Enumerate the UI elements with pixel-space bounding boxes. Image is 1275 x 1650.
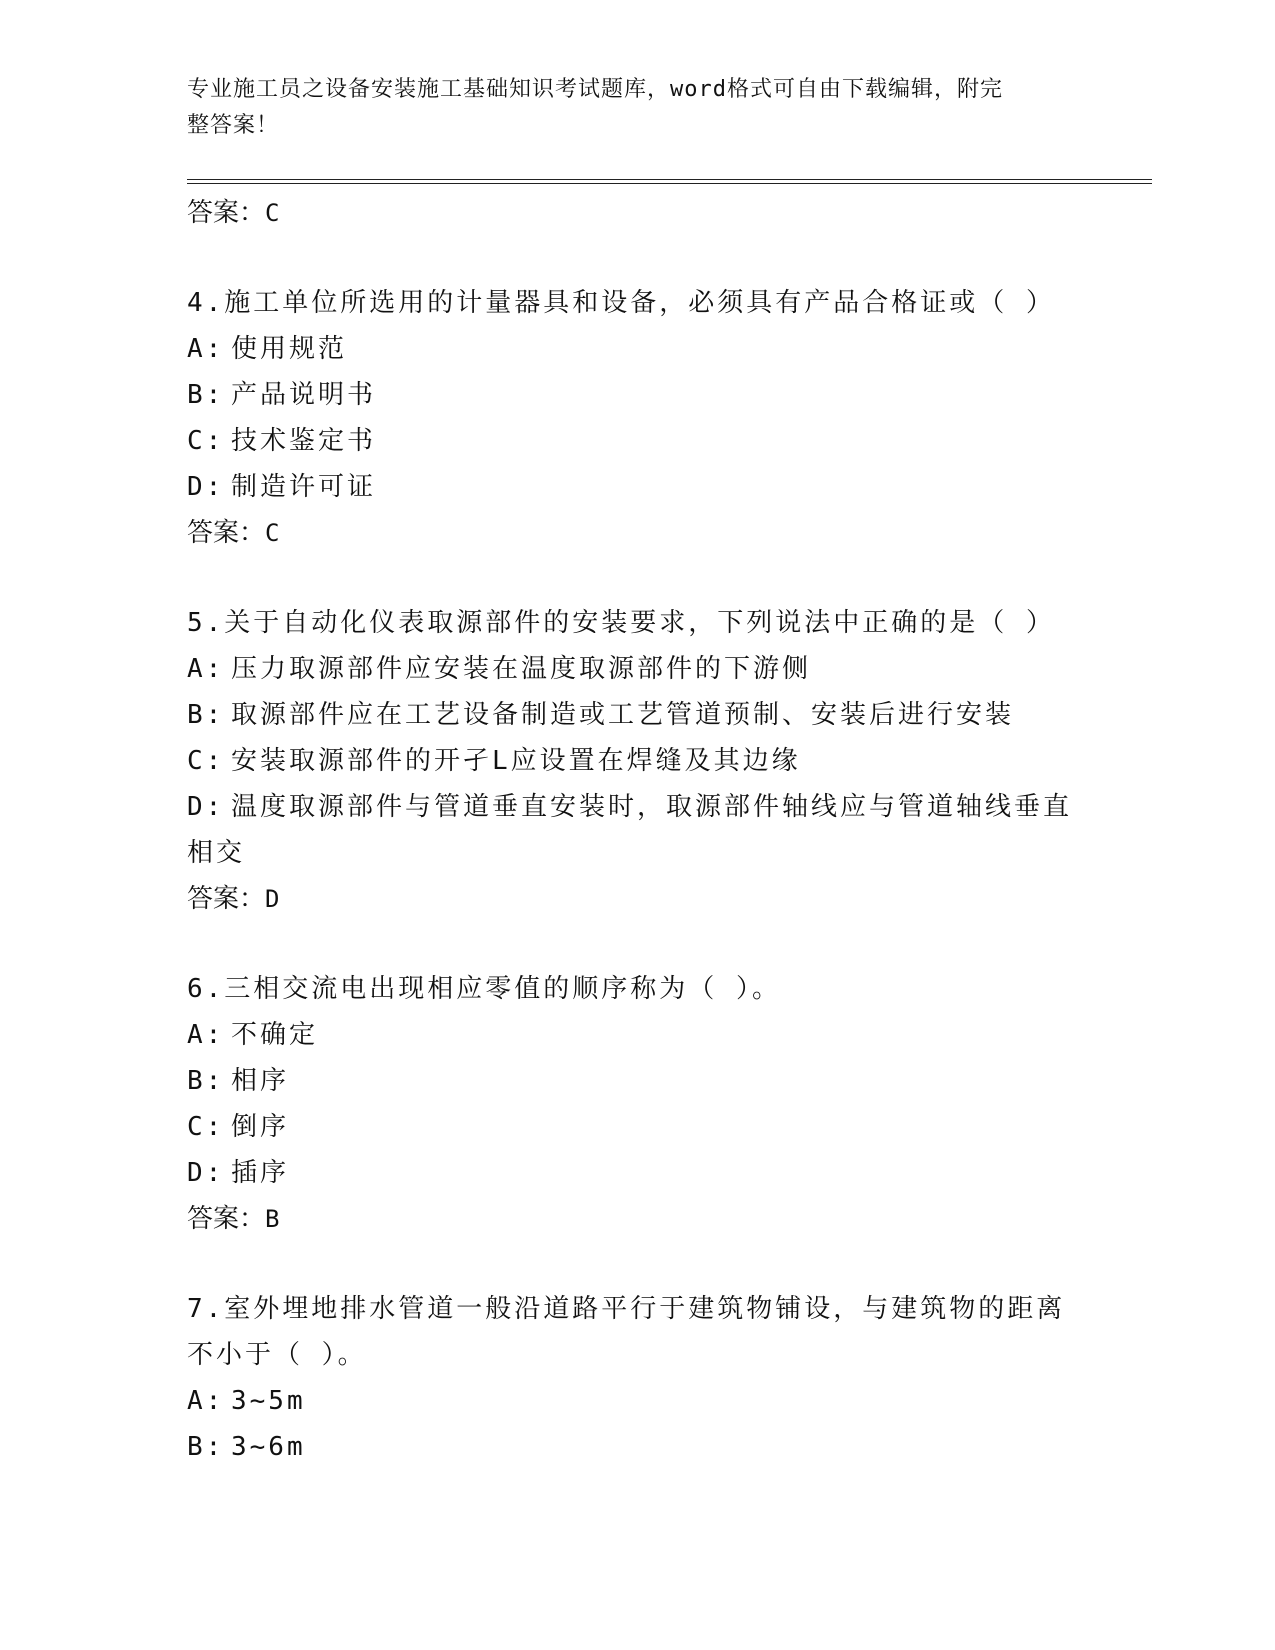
option-a: [187, 1378, 1087, 1424]
option-key: D:: [187, 472, 225, 502]
option-b: [187, 1058, 1087, 1104]
option-key: B:: [187, 700, 225, 730]
option-a: [187, 646, 1087, 692]
option-key: C:: [187, 1112, 225, 1142]
option-text: 技术鉴定书: [231, 426, 377, 456]
document-header: [187, 72, 1067, 144]
option-text: 制造许可证: [231, 472, 377, 502]
answer-line: [187, 510, 1087, 556]
answer-line: [187, 876, 1087, 922]
option-d: [187, 464, 1087, 510]
option-text: 倒序: [231, 1112, 290, 1142]
answer-value: D: [265, 885, 280, 913]
option-key: B:: [187, 1432, 225, 1462]
option-c: [187, 738, 1087, 784]
option-key: C:: [187, 426, 225, 456]
option-b: [187, 1424, 1087, 1470]
option-text: 使用规范: [231, 334, 348, 364]
document-body: [187, 190, 1087, 1470]
option-text: 温度取源部件与管道垂直安装时，取源部件轴线应与管道轴线垂直相交: [187, 792, 1073, 868]
header-line-1: 专业施工员之设备安装施工基础知识考试题库，word格式可自由下载编辑，附完: [187, 77, 1003, 102]
question-block: [187, 966, 1087, 1242]
header-divider-bottom: [187, 183, 1152, 184]
option-c: [187, 418, 1087, 464]
answer-label: 答案：: [187, 518, 266, 548]
option-b: [187, 372, 1087, 418]
option-text: 压力取源部件应安装在温度取源部件的下游侧: [231, 654, 812, 684]
option-text: 相序: [231, 1066, 290, 1096]
question-block: [187, 600, 1087, 922]
option-b: [187, 692, 1087, 738]
option-text: 安装取源部件的开孑L应设置在焊缝及其边缘: [231, 746, 801, 776]
answer-label: 答案：: [187, 884, 266, 914]
question-block: [187, 280, 1087, 556]
option-key: B:: [187, 380, 225, 410]
option-text: 3~6m: [231, 1432, 306, 1462]
question-text: 4.施工单位所选用的计量器具和设备，必须具有产品合格证或（ ）: [187, 288, 1055, 318]
option-text: 3~5m: [231, 1386, 306, 1416]
answer-line: [187, 190, 1087, 236]
option-key: C:: [187, 746, 225, 776]
answer-label: 答案：: [187, 1204, 266, 1234]
option-key: A:: [187, 1020, 225, 1050]
option-a: [187, 1012, 1087, 1058]
option-text: 不确定: [231, 1020, 319, 1050]
answer-label: 答案：: [187, 198, 266, 228]
question-text: 5.关于自动化仪表取源部件的安装要求，下列说法中正确的是（ ）: [187, 608, 1055, 638]
option-text: 取源部件应在工艺设备制造或工艺管道预制、安装后进行安装: [231, 700, 1015, 730]
question-block: [187, 1286, 1087, 1470]
option-text: 插序: [231, 1158, 290, 1188]
option-text: 产品说明书: [231, 380, 377, 410]
option-d: [187, 784, 1087, 876]
option-key: A:: [187, 1386, 225, 1416]
option-key: A:: [187, 334, 225, 364]
option-c: [187, 1104, 1087, 1150]
option-key: A:: [187, 654, 225, 684]
answer-value: C: [265, 519, 280, 547]
option-key: D:: [187, 792, 225, 822]
question-text: 6.三相交流电出现相应零值的顺序称为（ ）。: [187, 974, 781, 1004]
header-divider-top: [187, 179, 1152, 180]
option-d: [187, 1150, 1087, 1196]
answer-line: [187, 1196, 1087, 1242]
question-text: 7.室外埋地排水管道一般沿道路平行于建筑物铺设，与建筑物的距离不小于（ ）。: [187, 1294, 1066, 1370]
header-line-2: 整答案！: [187, 113, 280, 138]
option-key: B:: [187, 1066, 225, 1096]
answer-value: B: [265, 1205, 280, 1233]
answer-value: C: [265, 199, 280, 227]
option-a: [187, 326, 1087, 372]
option-key: D:: [187, 1158, 225, 1188]
